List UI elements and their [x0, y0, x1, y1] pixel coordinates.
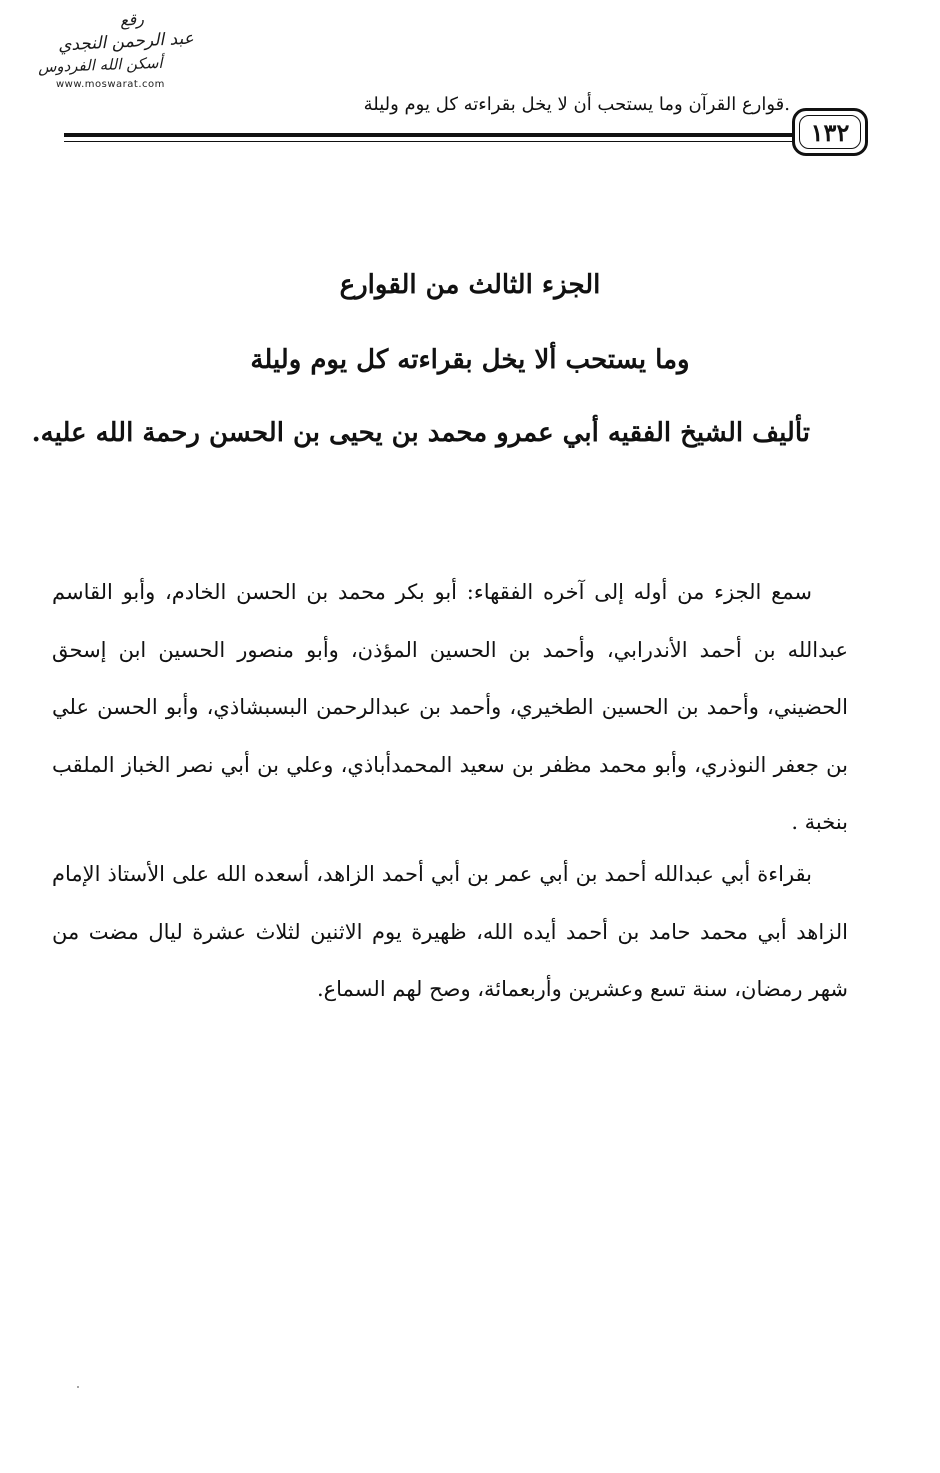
- paragraph-text: سمع الجزء من أوله إلى آخره الفقهاء: أبو بكر محمد بن الحسن الخادم، وأبو القاسم عبدالله بن أحمد الأندرابي، وأحمد بن الحسين المؤذن، وأبو منصور الحسين ابن إسحق الحضيني، وأحمد بن الحسين الطخيري، وأحمد بن عبدالرحمن البسبشاذي، وأبو الحسن علي بن جعفر النوذري، وأبو محمد مظفر بن سعيد المحمدأباذي، وعلي بن أبي نصر الخباز الملقب بنخبة .: [52, 580, 848, 834]
- section-title: الجزء الثالث من القوارع: [339, 270, 601, 300]
- stamp-website: www.moswarat.com: [56, 79, 165, 90]
- header-rule-thick: [64, 133, 792, 137]
- stamp-line-1: رقع: [119, 9, 145, 30]
- body-paragraph-2: [52, 846, 848, 1019]
- stamp-line-3: أسكن الله الفردوس: [37, 53, 163, 77]
- running-header-title: .قوارع القرآن وما يستحب أن لا يخل بقراءته كل يوم وليلة: [363, 94, 790, 115]
- stamp-line-2: عبد الرحمن النجدي: [57, 28, 195, 56]
- scan-speck: [77, 1386, 79, 1388]
- section-subtitle: وما يستحب ألا يخل بقراءته كل يوم وليلة: [250, 345, 690, 375]
- manuscript-stamp: [20, 10, 235, 92]
- paragraph-text: بقراءة أبي عبدالله أحمد بن أبي عمر بن أبي أحمد الزاهد، أسعده الله على الأستاذ الإمام الزاهد أبي محمد حامد بن أحمد أيده الله، ظهيرة يوم الاثنين لثلاث عشرة ليال مضت من شهر رمضان، سنة تسع وعشرين وأربعمائة، وصح لهم السماع.: [52, 862, 848, 1001]
- header-rule-thin: [64, 141, 792, 142]
- page-number: ١٣٢: [810, 117, 850, 147]
- page-number-frame: [792, 108, 868, 156]
- author-line: تأليف الشيخ الفقيه أبي عمرو محمد بن يحيى بن الحسن رحمة الله عليه.: [31, 418, 810, 448]
- body-paragraph-1: [52, 564, 848, 852]
